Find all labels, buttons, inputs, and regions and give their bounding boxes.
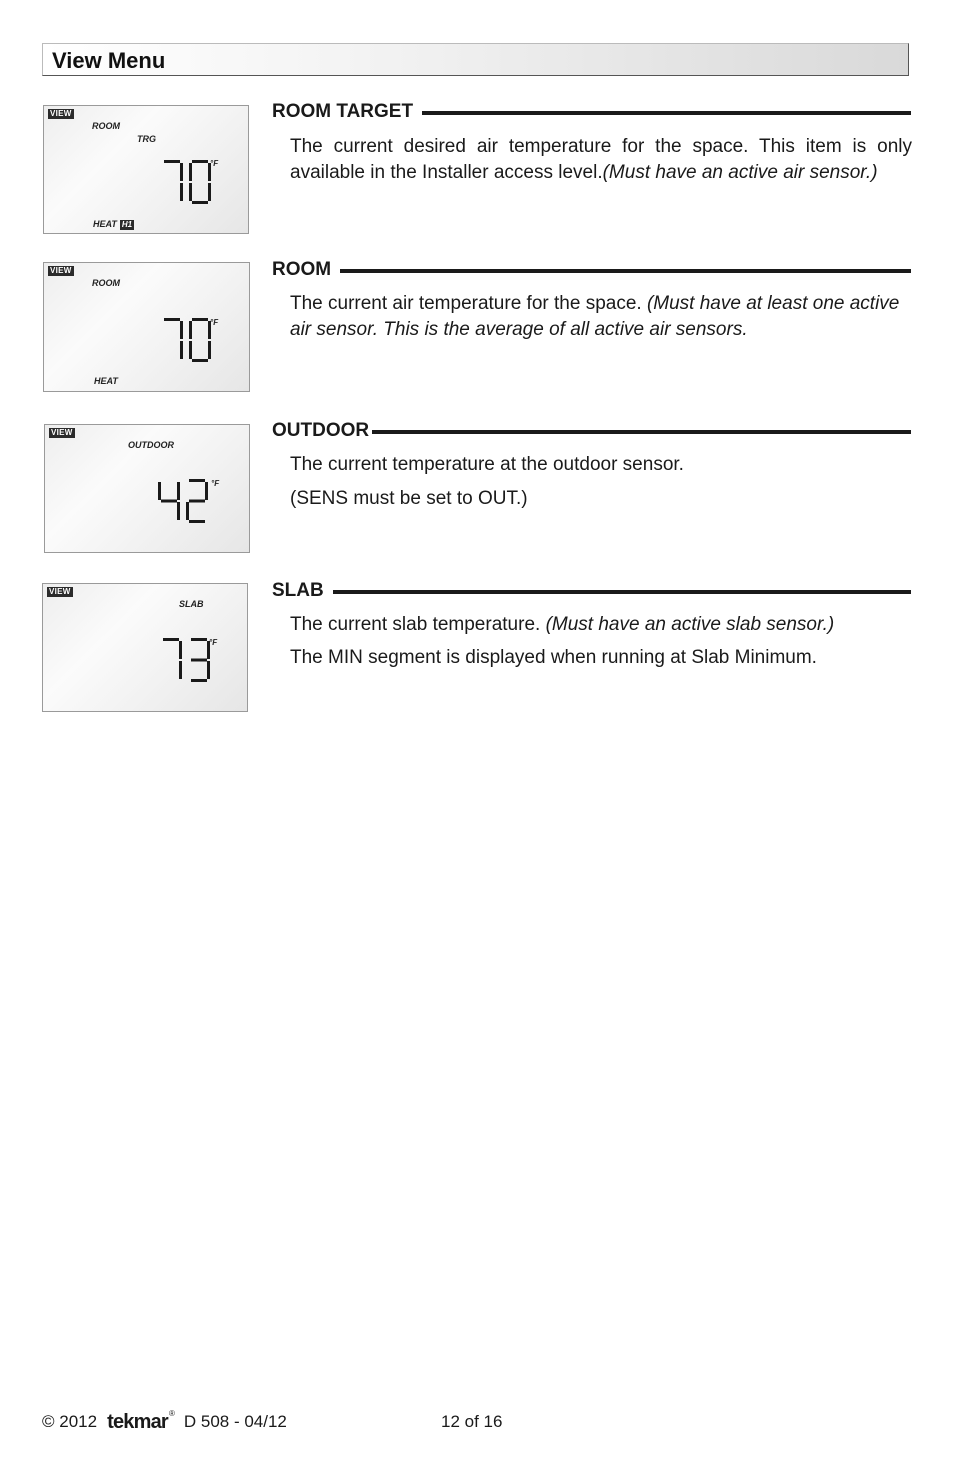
item-description-slab bbox=[290, 612, 912, 638]
heading-rule bbox=[333, 590, 911, 594]
lcd-display-room-target bbox=[43, 105, 249, 234]
lcd-display-outdoor bbox=[44, 424, 250, 553]
document-code: D 508 - 04/12 bbox=[183, 1412, 287, 1431]
lcd-segment bbox=[180, 183, 183, 201]
lcd-segment bbox=[177, 482, 180, 500]
section-header bbox=[42, 43, 909, 76]
lcd-segment bbox=[180, 321, 183, 339]
description-note: (Must have an active air sensor.) bbox=[602, 162, 878, 183]
registered-mark: ® bbox=[168, 1408, 175, 1418]
lcd-segment bbox=[189, 183, 192, 201]
description-note: (Must have an active slab sensor.) bbox=[545, 614, 835, 635]
lcd-segment bbox=[186, 502, 189, 520]
item-title: OUTDOOR bbox=[272, 420, 370, 441]
lcd-digit bbox=[164, 160, 183, 201]
item-description-outdoor: The current temperature at the outdoor sensor. bbox=[290, 454, 684, 475]
lcd-segment bbox=[180, 341, 183, 359]
lcd-segment bbox=[192, 318, 208, 321]
brand-logo bbox=[107, 1408, 175, 1434]
item-title: ROOM bbox=[272, 259, 332, 280]
heading-rule bbox=[422, 111, 911, 115]
lcd-segment bbox=[192, 160, 208, 163]
lcd-segment bbox=[180, 163, 183, 181]
view-tag: VIEW bbox=[50, 266, 72, 275]
lcd-segment bbox=[191, 659, 207, 662]
heading-rule bbox=[340, 269, 911, 273]
lcd-tag-h1: H1 bbox=[121, 220, 133, 229]
lcd-segment bbox=[163, 638, 179, 641]
description-plain: The current desired air temperature for the space. This item is only available in the Installer access level. bbox=[290, 136, 912, 183]
brand-name: tekmar bbox=[107, 1410, 168, 1433]
item-heading-outdoor bbox=[272, 419, 911, 443]
lcd-segment bbox=[205, 482, 208, 500]
lcd-digit bbox=[186, 479, 208, 523]
lcd-segment bbox=[189, 163, 192, 181]
lcd-unit: °F bbox=[209, 638, 218, 647]
lcd-segment bbox=[179, 661, 182, 679]
lcd-segment bbox=[189, 341, 192, 359]
description-plain: The current slab temperature. bbox=[290, 614, 541, 635]
lcd-segment bbox=[161, 500, 177, 503]
lcd-segment bbox=[192, 201, 208, 204]
lcd-label-heat-text: HEAT bbox=[93, 219, 117, 229]
item-heading-slab bbox=[272, 579, 911, 603]
lcd-digit bbox=[164, 318, 183, 359]
lcd-label-trg: TRG bbox=[137, 134, 156, 144]
lcd-display-room bbox=[43, 262, 250, 392]
item-heading-room-target bbox=[272, 100, 911, 124]
lcd-segment bbox=[189, 500, 205, 503]
view-tag: VIEW bbox=[49, 587, 71, 596]
lcd-label-slab: SLAB bbox=[179, 599, 204, 609]
lcd-label-heat: HEAT bbox=[94, 376, 118, 386]
lcd-digit bbox=[163, 638, 182, 679]
page-number: 12 of 16 bbox=[441, 1412, 503, 1431]
lcd-digits bbox=[156, 477, 216, 525]
lcd-label-outdoor: OUTDOOR bbox=[128, 440, 174, 450]
view-tag: VIEW bbox=[51, 428, 73, 437]
description-plain: The current air temperature for the space. bbox=[290, 293, 642, 314]
item-title: SLAB bbox=[272, 580, 324, 601]
lcd-segment bbox=[179, 641, 182, 659]
lcd-segment bbox=[189, 321, 192, 339]
item-title: ROOM TARGET bbox=[272, 101, 414, 122]
lcd-display-slab bbox=[42, 583, 248, 712]
lcd-segment bbox=[189, 479, 205, 482]
lcd-segment bbox=[207, 661, 210, 679]
lcd-label-room: ROOM bbox=[92, 278, 120, 288]
lcd-label-room: ROOM bbox=[92, 121, 120, 131]
item-description-room bbox=[290, 291, 912, 343]
item-heading-room bbox=[272, 258, 911, 282]
description-note: (Must have at least one active air sensor. This is the average of all active air sensors. bbox=[290, 293, 900, 340]
lcd-unit: °F bbox=[211, 479, 220, 488]
lcd-digit bbox=[158, 482, 180, 520]
lcd-segment bbox=[177, 502, 180, 520]
lcd-segment bbox=[164, 318, 180, 321]
lcd-segment bbox=[189, 520, 205, 523]
view-tag: VIEW bbox=[50, 109, 72, 118]
lcd-segment bbox=[208, 341, 211, 359]
item-description-room-target bbox=[290, 134, 912, 186]
lcd-segment bbox=[191, 679, 207, 682]
page-footer bbox=[42, 1410, 287, 1434]
lcd-segment bbox=[208, 183, 211, 201]
lcd-segment bbox=[164, 160, 180, 163]
lcd-segment bbox=[158, 482, 161, 500]
lcd-segment bbox=[191, 638, 207, 641]
item-note-outdoor: (SENS must be set to OUT.) bbox=[290, 488, 528, 509]
lcd-unit: °F bbox=[210, 318, 219, 327]
copyright: © 2012 bbox=[42, 1412, 98, 1431]
lcd-digit bbox=[189, 318, 211, 362]
lcd-segment bbox=[192, 359, 208, 362]
lcd-digit bbox=[191, 638, 210, 682]
lcd-label-heat bbox=[93, 219, 134, 230]
lcd-unit: °F bbox=[210, 159, 219, 168]
heading-rule bbox=[372, 430, 911, 434]
lcd-digit bbox=[189, 160, 211, 204]
item-note-slab: The MIN segment is displayed when running at Slab Minimum. bbox=[290, 647, 817, 668]
section-title: View Menu bbox=[52, 48, 166, 73]
